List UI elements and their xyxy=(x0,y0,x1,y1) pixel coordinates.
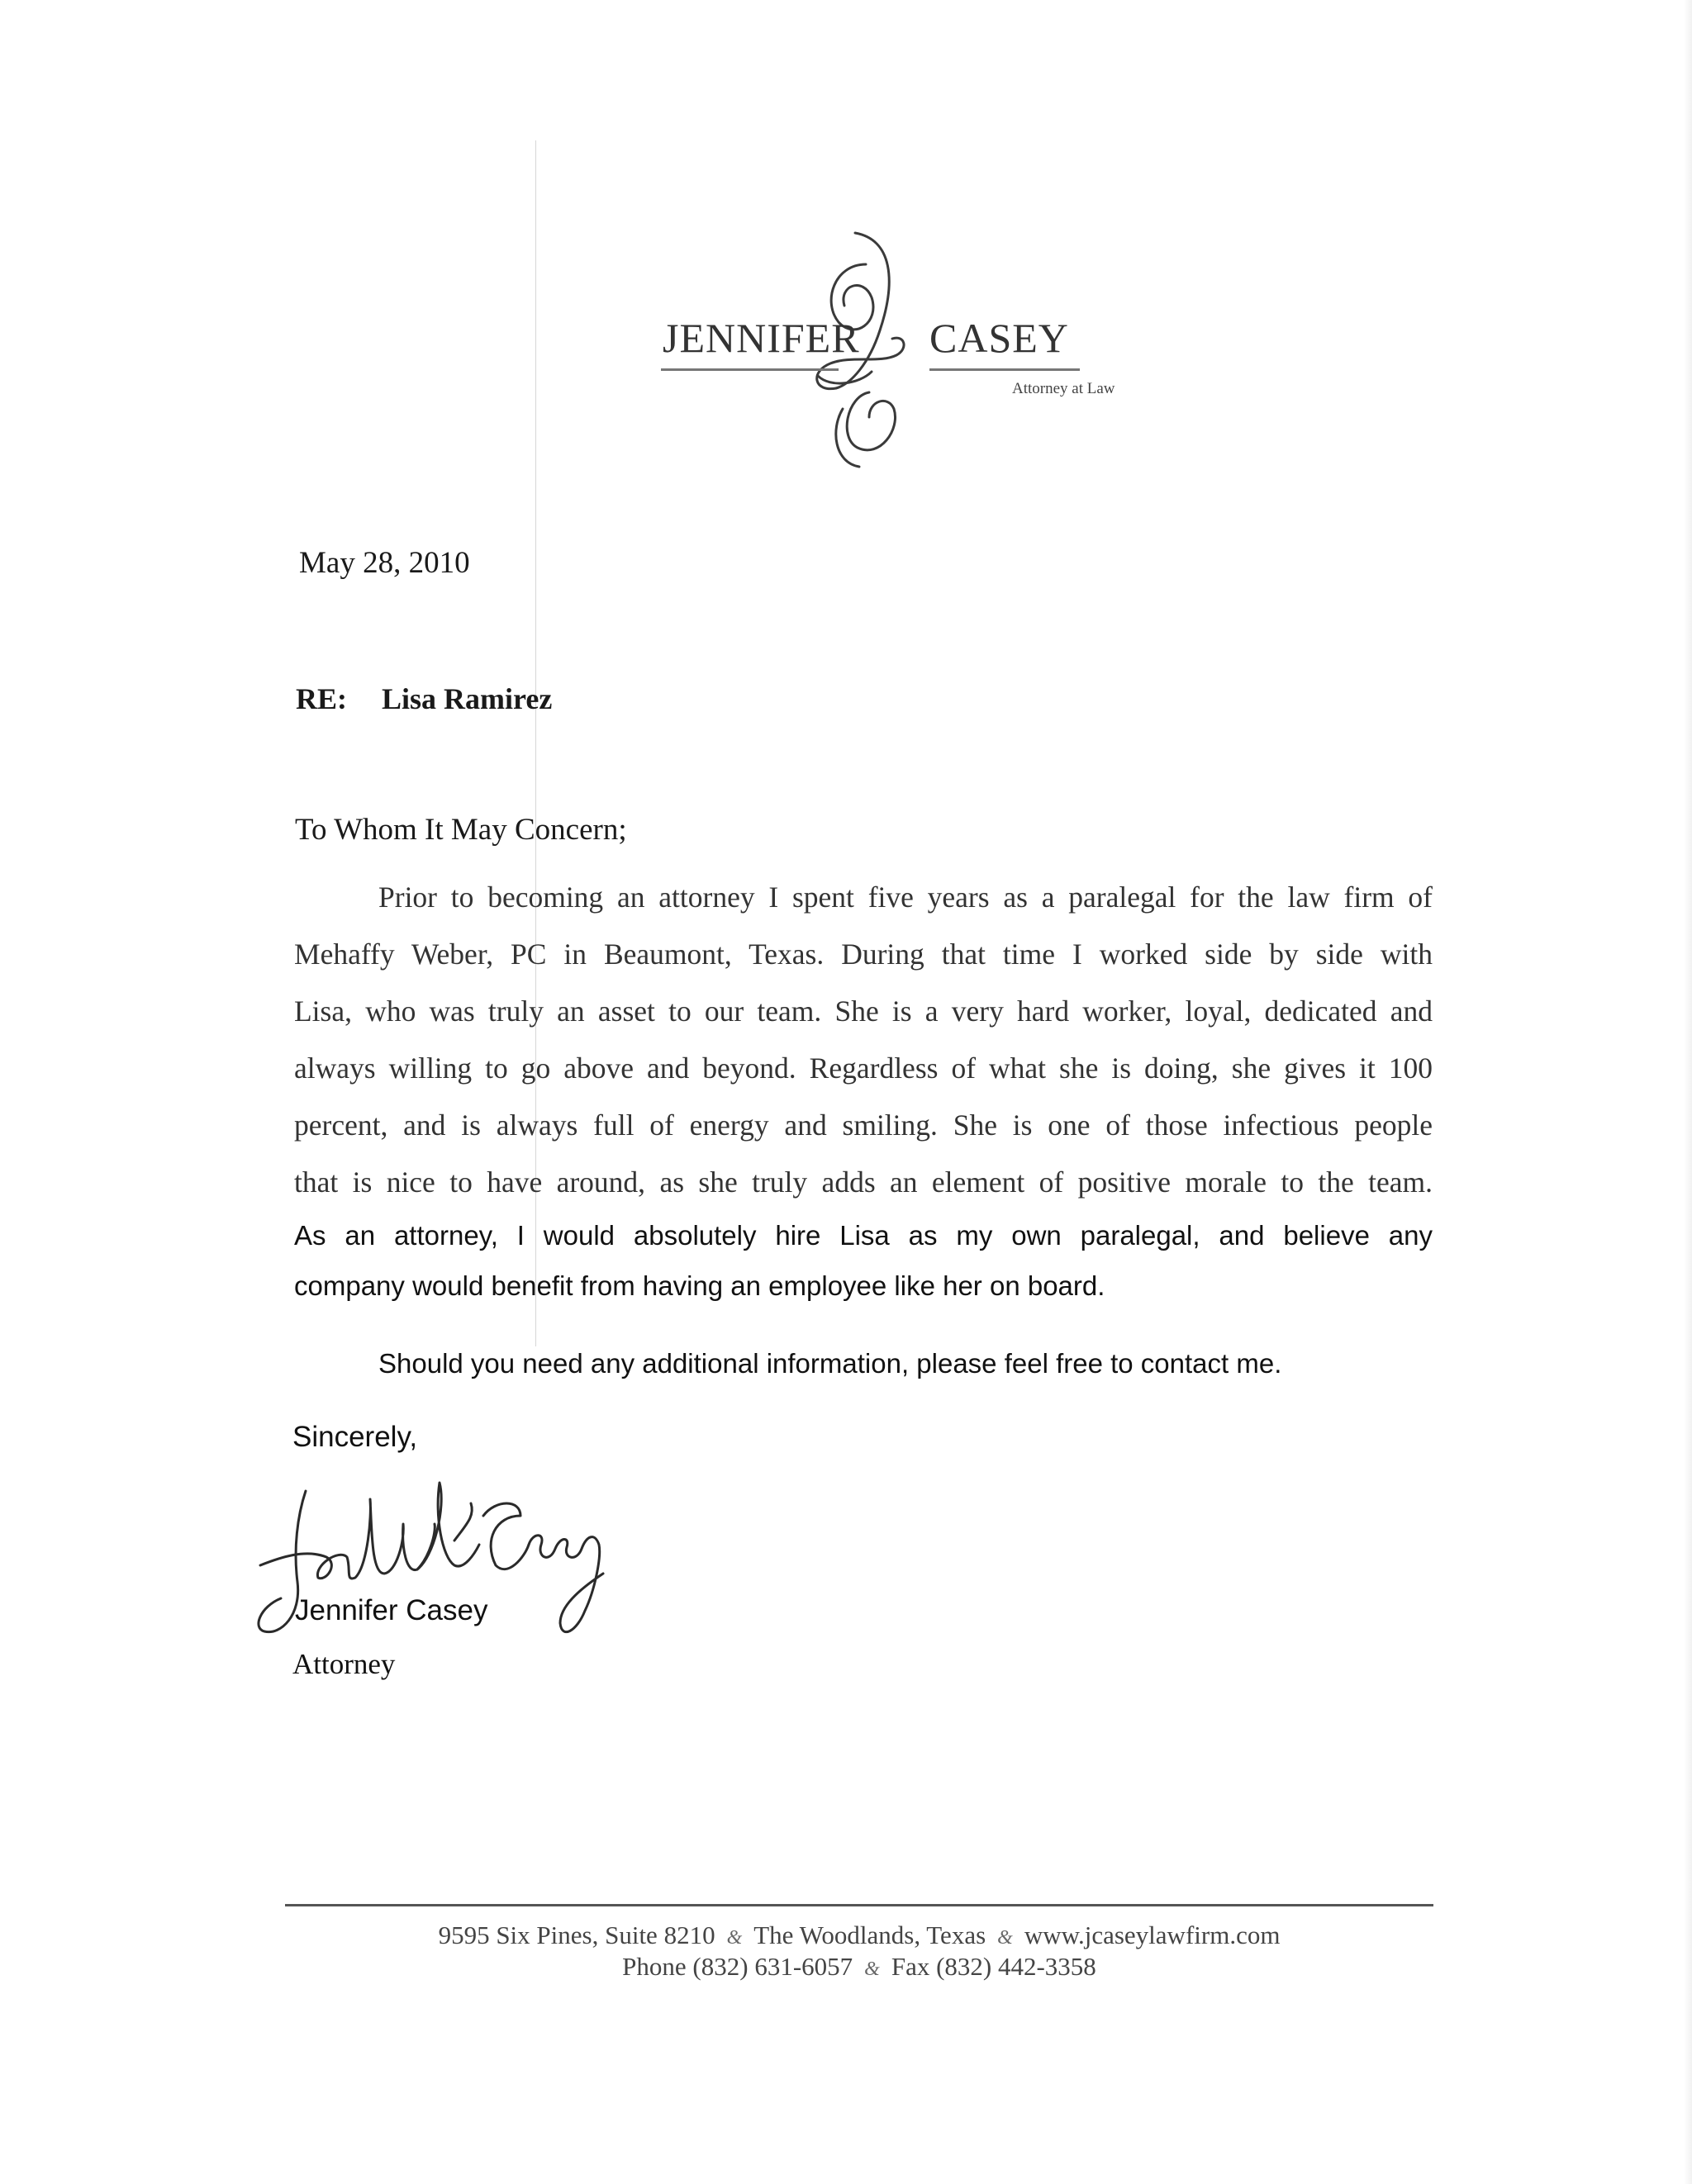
letterhead-rule-right xyxy=(929,368,1080,371)
footer-address-line xyxy=(285,1920,1433,1950)
body-line: company would benefit from having an employee like her on board. xyxy=(294,1270,1105,1301)
letterhead-last-name: CASEY xyxy=(929,315,1069,361)
footer-rule xyxy=(285,1904,1433,1906)
footer-contact-line xyxy=(285,1952,1433,1982)
body-line: percent, and is always full of energy and smiling. She is one of those infectious people xyxy=(294,1109,1433,1142)
ornament-separator-icon: & xyxy=(864,1958,880,1980)
body-line: always willing to go above and beyond. Regardless of what she is doing, she gives it 100 xyxy=(294,1052,1433,1085)
re-label: RE: xyxy=(296,682,347,715)
footer-website: www.jcaseylawfirm.com xyxy=(1024,1920,1281,1949)
body-line: Prior to becoming an attorney I spent five years as a paralegal for the law firm of xyxy=(378,881,1433,914)
ornament-separator-icon: & xyxy=(726,1927,743,1949)
letterhead xyxy=(653,231,1115,471)
body-line: As an attorney, I would absolutely hire Lisa as my own paralegal, and believe any xyxy=(294,1220,1433,1251)
footer-fax: Fax (832) 442-3358 xyxy=(891,1952,1096,1981)
footer-phone: Phone (832) 631-6057 xyxy=(622,1952,853,1981)
body-line: Lisa, who was truly an asset to our team. She is a very hard worker, loyal, dedicated and xyxy=(294,995,1433,1028)
ornament-separator-icon: & xyxy=(997,1927,1013,1949)
signature-title: Attorney xyxy=(292,1648,396,1680)
signature-name: Jennifer Casey xyxy=(295,1594,488,1626)
footer-city: The Woodlands, Texas xyxy=(753,1920,986,1949)
body-line: Mehaffy Weber, PC in Beaumont, Texas. During that time I worked side by side with xyxy=(294,938,1433,971)
closing-line: Should you need any additional information, please feel free to contact me. xyxy=(378,1348,1282,1379)
letterhead-first-name: JENNIFER xyxy=(663,315,860,361)
re-name: Lisa Ramirez xyxy=(382,682,553,715)
letter-date: May 28, 2010 xyxy=(299,546,470,580)
letterhead-subtitle: Attorney at Law xyxy=(1012,380,1115,397)
letterhead-rule-left xyxy=(661,368,839,371)
footer-address: 9595 Six Pines, Suite 8210 xyxy=(438,1920,715,1949)
scan-edge-shade xyxy=(1684,0,1692,2184)
salutation: To Whom It May Concern; xyxy=(295,813,627,847)
signoff: Sincerely, xyxy=(292,1421,418,1453)
body-line: that is nice to have around, as she truly adds an element of positive morale to the team. xyxy=(294,1166,1433,1199)
